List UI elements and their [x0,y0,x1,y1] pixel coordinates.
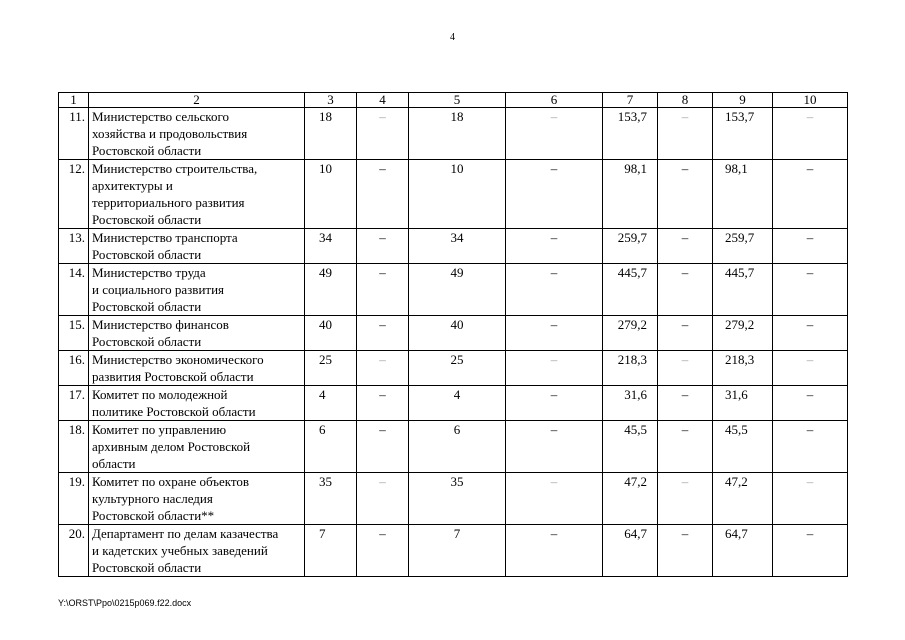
c6-value [506,316,603,351]
dash-mark: – [379,109,386,124]
c8-value [658,473,713,525]
col-7-value: 218,3 [603,351,658,386]
organization-name-line: Министерство труда [92,265,206,280]
table-row [59,316,848,351]
organization-name [89,386,305,421]
organization-name-line: Ростовской области [92,334,202,349]
organization-name-line: культурного наследия [92,491,213,506]
organization-name [89,473,305,525]
dash-mark: – [681,387,689,402]
c4-value [357,108,409,160]
header-cell-6: 6 [506,93,603,108]
organization-name-line: Ростовской области [92,560,202,575]
dash-mark: – [806,352,814,367]
header-cell-5: 5 [409,93,506,108]
col-5-value: 18 [409,108,506,160]
table-row [59,264,848,316]
organization-name-line: Департамент по делам казачества [92,526,279,541]
c8-value [658,264,713,316]
col-5-value: 25 [409,351,506,386]
c4-value [357,264,409,316]
col-3-value: 7 [305,525,357,577]
row-number: 11. [59,108,89,160]
c6-value [506,108,603,160]
dash-mark: – [550,474,558,489]
c8-value [658,421,713,473]
organization-name-line: политике Ростовской области [92,404,256,419]
header-cell-10: 10 [773,93,848,108]
col-9-value: 218,3 [713,351,773,386]
dash-mark: – [379,352,386,367]
c8-value [658,386,713,421]
col-5-value: 7 [409,525,506,577]
col-5-value: 40 [409,316,506,351]
organization-name-line: Ростовской области** [92,508,215,523]
c4-value [357,525,409,577]
col-3-value: 34 [305,229,357,264]
dash-mark: – [806,387,814,402]
dash-mark: – [550,387,558,402]
col-9-value: 98,1 [713,160,773,229]
header-cell-8: 8 [658,93,713,108]
header-cell-9: 9 [713,93,773,108]
col-9-value: 31,6 [713,386,773,421]
dash-mark: – [681,526,689,541]
dash-mark: – [379,265,386,280]
dash-mark: – [550,265,558,280]
organization-name [89,421,305,473]
col-9-value: 47,2 [713,473,773,525]
table-row [59,108,848,160]
header-cell-7: 7 [603,93,658,108]
row-number: 19. [59,473,89,525]
organization-name-line: территориального развития [92,195,245,210]
col-3-value: 25 [305,351,357,386]
c6-value [506,386,603,421]
c4-value [357,316,409,351]
c8-value [658,351,713,386]
table-row [59,351,848,386]
c6-value [506,525,603,577]
organization-name-line: архитектуры и [92,178,173,193]
organization-name [89,264,305,316]
dash-mark: – [550,352,558,367]
row-number: 12. [59,160,89,229]
organization-name-line: Министерство экономического [92,352,264,367]
dash-mark: – [806,109,814,124]
col-5-value: 10 [409,160,506,229]
dash-mark: – [681,230,689,245]
dash-mark: – [681,317,689,332]
c4-value [357,421,409,473]
table-row [59,160,848,229]
organization-name-line: Министерство сельского [92,109,229,124]
col-9-value: 259,7 [713,229,773,264]
organization-name-line: хозяйства и продовольствия [92,126,248,141]
table-row [59,421,848,473]
dash-mark: – [806,317,814,332]
col-7-value: 279,2 [603,316,658,351]
dash-mark: – [806,230,814,245]
col-7-value: 64,7 [603,525,658,577]
file-path-footer: Y:\ORST\Ppo\0215p069.f22.docx [58,598,192,608]
page-number: 4 [450,32,455,43]
c8-value [658,525,713,577]
header-cell-4: 4 [357,93,409,108]
dash-mark: – [379,422,386,437]
dash-mark: – [379,526,386,541]
c6-value [506,160,603,229]
col-3-value: 18 [305,108,357,160]
dash-mark: – [550,161,558,176]
dash-mark: – [681,422,689,437]
dash-mark: – [681,161,689,176]
col-7-value: 98,1 [603,160,658,229]
c8-value [658,160,713,229]
dash-mark: – [681,109,689,124]
col-9-value: 45,5 [713,421,773,473]
c8-value [658,316,713,351]
organization-name-line: Министерство транспорта [92,230,238,245]
c10-value [773,264,848,316]
c10-value [773,386,848,421]
col-3-value: 35 [305,473,357,525]
c6-value [506,421,603,473]
col-9-value: 279,2 [713,316,773,351]
dash-mark: – [379,230,386,245]
c10-value [773,316,848,351]
table-row [59,525,848,577]
col-3-value: 4 [305,386,357,421]
dash-mark: – [379,387,386,402]
dash-mark: – [379,474,386,489]
organization-name-line: и социального развития [92,282,225,297]
c4-value [357,473,409,525]
organization-name [89,316,305,351]
col-7-value: 153,7 [603,108,658,160]
organization-name-line: Комитет по управлению [92,422,227,437]
c6-value [506,264,603,316]
dash-mark: – [550,526,558,541]
row-number: 13. [59,229,89,264]
col-9-value: 64,7 [713,525,773,577]
organization-name [89,525,305,577]
c6-value [506,473,603,525]
dash-mark: – [806,161,814,176]
dash-mark: – [681,265,689,280]
col-5-value: 35 [409,473,506,525]
organization-name [89,351,305,386]
col-3-value: 6 [305,421,357,473]
dash-mark: – [550,230,558,245]
dash-mark: – [806,265,814,280]
c10-value [773,229,848,264]
row-number: 18. [59,421,89,473]
col-5-value: 4 [409,386,506,421]
c8-value [658,108,713,160]
c10-value [773,108,848,160]
col-5-value: 34 [409,229,506,264]
col-3-value: 10 [305,160,357,229]
dash-mark: – [550,317,558,332]
dash-mark: – [379,317,386,332]
row-number: 15. [59,316,89,351]
col-3-value: 49 [305,264,357,316]
row-number: 14. [59,264,89,316]
c4-value [357,351,409,386]
c10-value [773,473,848,525]
col-7-value: 31,6 [603,386,658,421]
col-5-value: 6 [409,421,506,473]
organization-name-line: Министерство финансов [92,317,229,332]
c10-value [773,525,848,577]
col-7-value: 445,7 [603,264,658,316]
c6-value [506,229,603,264]
col-7-value: 259,7 [603,229,658,264]
col-7-value: 45,5 [603,421,658,473]
organization-name-line: Ростовской области [92,143,202,158]
header-cell-3: 3 [305,93,357,108]
col-7-value: 47,2 [603,473,658,525]
header-row [59,93,848,108]
organization-name [89,160,305,229]
c10-value [773,160,848,229]
dash-mark: – [806,422,814,437]
dash-mark: – [550,109,558,124]
table-row [59,473,848,525]
organization-name-line: области [92,456,136,471]
dash-mark: – [681,352,689,367]
organization-name-line: Комитет по молодежной [92,387,228,402]
organization-name [89,229,305,264]
row-number: 16. [59,351,89,386]
c10-value [773,421,848,473]
table-row [59,386,848,421]
row-number: 17. [59,386,89,421]
organization-name-line: Комитет по охране объектов [92,474,250,489]
col-9-value: 153,7 [713,108,773,160]
header-cell-2: 2 [89,93,305,108]
dash-mark: – [806,526,814,541]
header-cell-1: 1 [59,93,89,108]
col-5-value: 49 [409,264,506,316]
organization-name-line: развития Ростовской области [92,369,254,384]
organization-name-line: и кадетских учебных заведений [92,543,268,558]
c10-value [773,351,848,386]
organization-name-line: Ростовской области [92,212,202,227]
c4-value [357,160,409,229]
dash-mark: – [379,161,386,176]
organization-name [89,108,305,160]
col-9-value: 445,7 [713,264,773,316]
row-number: 20. [59,525,89,577]
dash-mark: – [806,474,814,489]
c6-value [506,351,603,386]
c8-value [658,229,713,264]
budget-table [58,92,848,577]
organization-name-line: Ростовской области [92,247,202,262]
table-row [59,229,848,264]
c4-value [357,386,409,421]
col-3-value: 40 [305,316,357,351]
organization-name-line: архивным делом Ростовской [92,439,251,454]
dash-mark: – [550,422,558,437]
c4-value [357,229,409,264]
organization-name-line: Ростовской области [92,299,202,314]
organization-name-line: Министерство строительства, [92,161,258,176]
dash-mark: – [681,474,689,489]
